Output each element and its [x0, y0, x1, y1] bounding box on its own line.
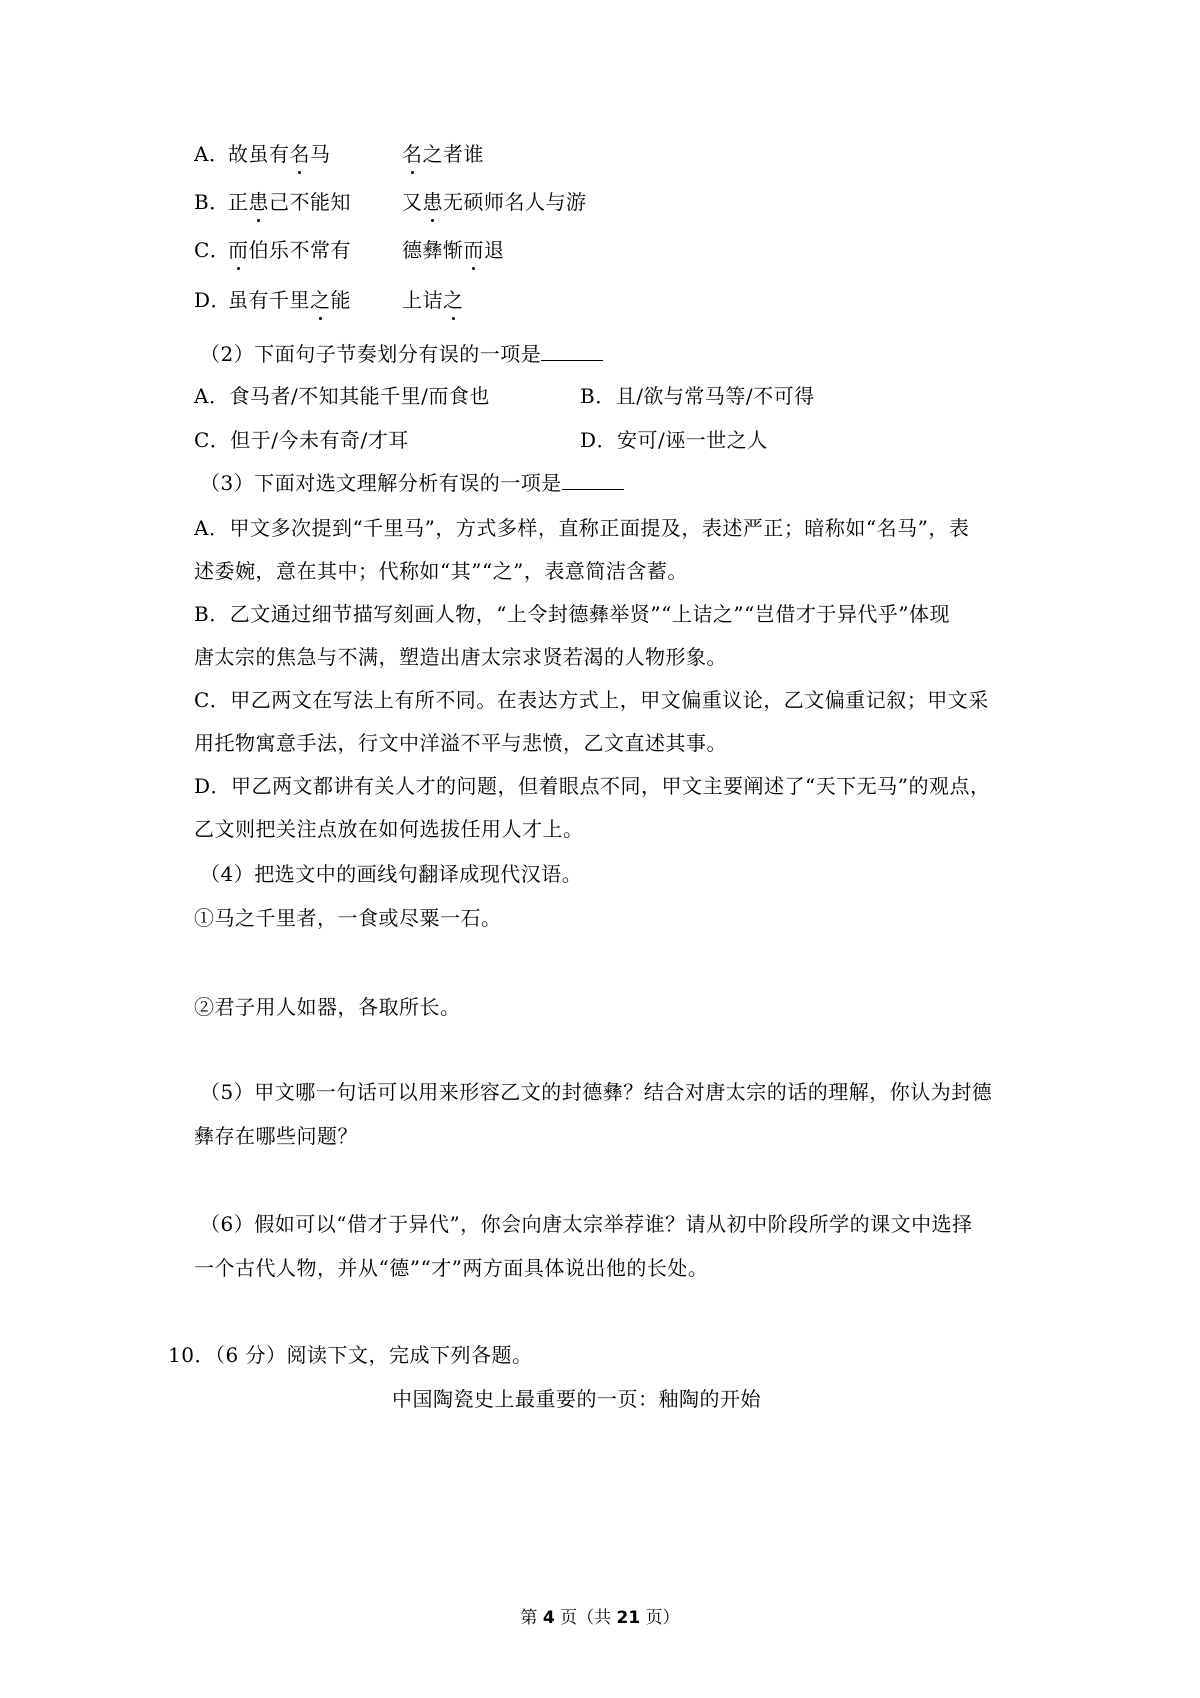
- q3-option-b-line2: 唐太宗的焦急与不满，塑造出唐太宗求贤若渴的人物形象。: [194, 645, 727, 669]
- q3-option-a-line2: 述委婉，意在其中；代称如“其”“之”，表意简洁含蓄。: [194, 559, 688, 583]
- dotted-char: 患: [248, 190, 269, 214]
- dotted-char: 而: [463, 238, 484, 262]
- q1-option-c-right: 德彝惭而退: [402, 238, 505, 262]
- q6-line2: 一个古代人物，并从“德”“才”两方面具体说出他的长处。: [194, 1256, 709, 1280]
- q4-sentence-2: ②君子用人如器，各取所长。: [194, 995, 461, 1019]
- q3-option-d-line1: D．甲乙两文都讲有关人才的问题，但着眼点不同，甲文主要阐述了“天下无马”的观点，: [194, 774, 991, 798]
- q1-option-a: A．故虽有名马: [194, 142, 331, 166]
- answer-blank[interactable]: [562, 469, 624, 490]
- dotted-char: 之: [443, 288, 464, 312]
- q1-option-b-right: 又患无硕师名人与游: [402, 190, 587, 214]
- dotted-char: 患: [422, 190, 443, 214]
- q10-stem: 10．（6 分）阅读下文，完成下列各题。: [168, 1343, 533, 1367]
- q2-option-d: D．安可/诬一世之人: [580, 428, 768, 452]
- dotted-char: 之: [310, 288, 331, 312]
- q5-line2: 彝存在哪些问题？: [194, 1124, 358, 1148]
- answer-blank[interactable]: [541, 340, 603, 361]
- q3-option-c-line1: C．甲乙两文在写法上有所不同。在表达方式上，甲文偏重议论，乙文偏重记叙；甲文采: [194, 688, 989, 712]
- q2-stem: （2）下面句子节奏划分有误的一项是: [200, 340, 603, 368]
- q3-option-b-line1: B．乙文通过细节描写刻画人物，“上令封德彝举贤”“上诘之”“岂借才于异代乎”体现: [194, 602, 951, 626]
- q3-option-d-line2: 乙文则把关注点放在如何选拔任用人才上。: [194, 817, 584, 841]
- q1-option-d: D．虽有千里之能: [194, 288, 351, 312]
- q3-stem: （3）下面对选文理解分析有误的一项是: [200, 469, 624, 497]
- q4-sentence-1: ①马之千里者，一食或尽粟一石。: [194, 906, 502, 930]
- q1-option-b: B．正患己不能知: [194, 190, 351, 214]
- q1-option-a-right: 名之者谁: [402, 142, 484, 166]
- page-footer: 第 4 页（共 21 页）: [520, 1608, 680, 1628]
- q3-option-a-line1: A．甲文多次提到“千里马”，方式多样，直称正面提及，表述严正；暗称如“名马”，表: [194, 516, 970, 540]
- page-number: 4: [542, 1608, 555, 1628]
- q10-passage-title: 中国陶瓷史上最重要的一页：釉陶的开始: [392, 1387, 761, 1411]
- q4-stem: （4）把选文中的画线句翻译成现代汉语。: [200, 862, 583, 886]
- q5-line1: （5）甲文哪一句话可以用来形容乙文的封德彝？结合对唐太宗的话的理解，你认为封德: [200, 1080, 993, 1104]
- dotted-char: 名: [289, 142, 310, 166]
- dotted-char: 而: [228, 238, 249, 262]
- q2-option-b: B．且/欲与常马等/不可得: [580, 384, 815, 408]
- total-pages: 21: [616, 1608, 641, 1628]
- q1-option-d-right: 上诘之: [402, 288, 464, 312]
- q6-line1: （6）假如可以“借才于异代”，你会向唐太宗举荐谁？请从初中阶段所学的课文中选择: [200, 1212, 973, 1236]
- dotted-char: 名: [402, 142, 423, 166]
- q1-option-c: C．而伯乐不常有: [194, 238, 351, 262]
- q2-option-a: A．食马者/不知其能千里/而食也: [194, 384, 490, 408]
- q2-option-c: C．但于/今未有奇/才耳: [194, 428, 409, 452]
- q3-option-c-line2: 用托物寓意手法，行文中洋溢不平与悲愤，乙文直述其事。: [194, 731, 727, 755]
